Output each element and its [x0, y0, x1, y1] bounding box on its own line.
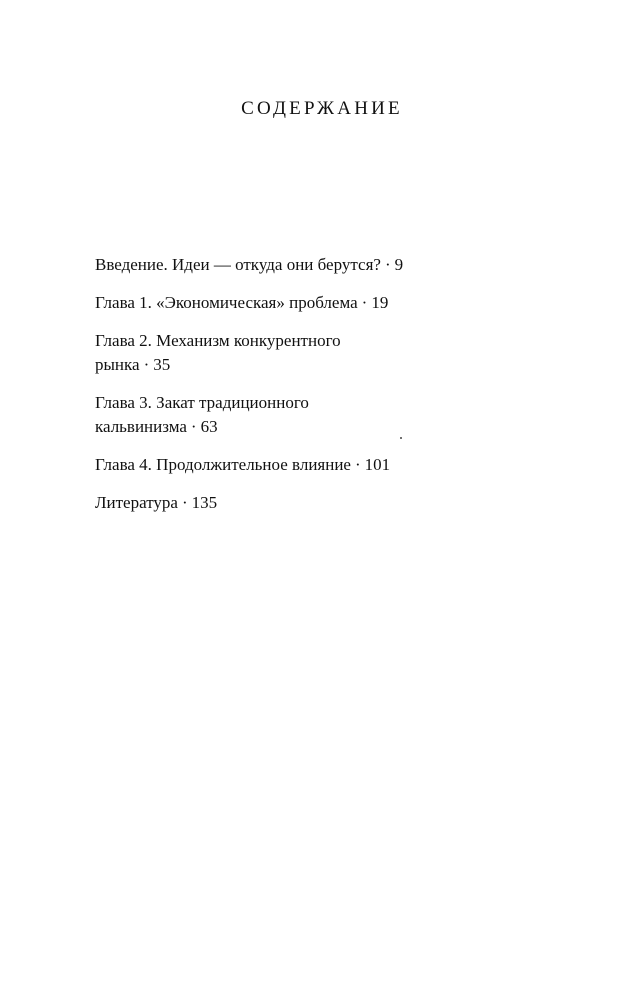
toc-entry-title: Глава 2. Механизм конкурентного [95, 331, 341, 350]
toc-separator: · [384, 255, 391, 274]
toc-separator: · [190, 417, 197, 436]
toc-page-number: 35 [153, 355, 171, 374]
toc-entry-title: Глава 3. Закат традиционного [95, 393, 309, 412]
toc-list [95, 253, 515, 529]
print-speck [400, 437, 402, 439]
toc-page-number: 63 [200, 417, 218, 436]
toc-entry-title: Глава 4. Продолжительное влияние [95, 455, 351, 474]
toc-entry-introduction [95, 253, 515, 277]
toc-separator: · [143, 355, 150, 374]
toc-entry-chapter-3 [95, 391, 515, 439]
toc-heading: СОДЕРЖАНИЕ [241, 98, 403, 119]
toc-entry-title: Введение. Идеи — откуда они берутся? [95, 255, 381, 274]
toc-separator: · [361, 293, 368, 312]
toc-entry-chapter-4 [95, 453, 515, 477]
toc-entry-title: Глава 1. «Экономическая» проблема [95, 293, 358, 312]
toc-entry-literature [95, 491, 515, 515]
toc-page-number: 19 [371, 293, 389, 312]
toc-entry-chapter-1 [95, 291, 515, 315]
toc-entry-title-continued: рынка [95, 355, 140, 374]
toc-entry-chapter-2 [95, 329, 515, 377]
toc-entry-title-continued: кальвинизма [95, 417, 187, 436]
toc-entry-title: Литература [95, 493, 178, 512]
toc-separator: · [354, 455, 361, 474]
toc-page-number: 9 [394, 255, 404, 274]
toc-page-number: 101 [364, 455, 391, 474]
toc-separator: · [181, 493, 188, 512]
toc-page-number: 135 [191, 493, 218, 512]
